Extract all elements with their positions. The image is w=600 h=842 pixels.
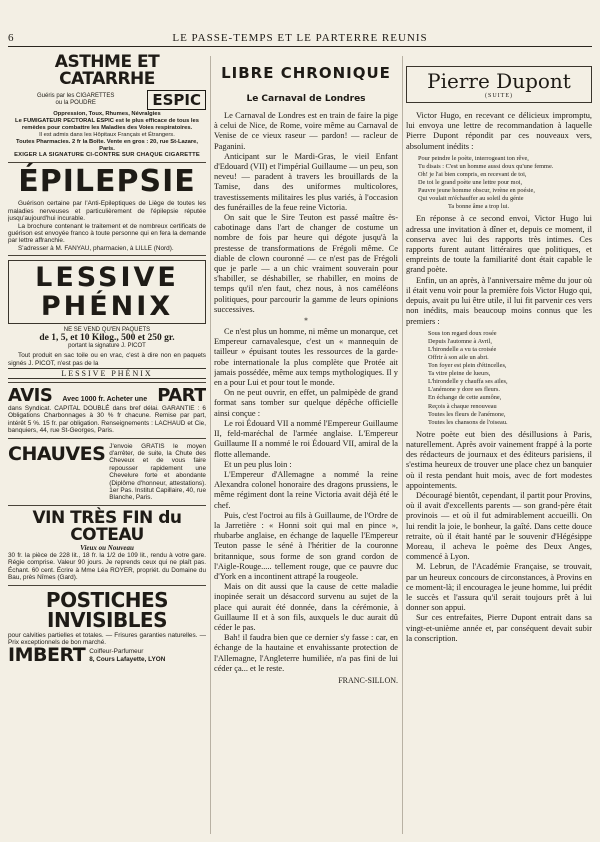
- verse-line: L'anémone y dore ses fleurs.: [428, 386, 500, 394]
- page-number: 6: [8, 32, 15, 44]
- ad-asthme: [8, 54, 206, 163]
- dupont-title: Pierre Dupont: [427, 69, 571, 93]
- verse-line: En échange de cette aumône,: [428, 394, 502, 402]
- chronique-paragraph: Ce n'est plus un homme, ni même un monarque, cet Empereur carnavalesque, c'est un « mannequin de tailleur » épuisant toutes les ressources de la garde-robe internationale la plus complète que Protée ait jamais possédée, même aux temps mythologiques. Il y en a pour Lui et pour tout le monde.: [214, 327, 398, 388]
- verse-line: Depuis l'automne à Avril,: [428, 337, 492, 345]
- chronique-paragraph: Puis, c'est l'octroi au fils à Guillaume, de l'Ordre de la Jarretière : « Honni soit qui mal en pince », rhubarbe anglaise, en échange de laquelle l'Empereur Teuton passe le séné à l'héritier de la couronne britannique, sous forme de son grand cordon de l'Aigle-Rouge..... tellement rouge, que ce pauvre duc d'York en a incontinent attrapé la rougeole.: [214, 510, 398, 581]
- ad-avis-left: AVIS: [8, 385, 53, 406]
- ad-avis: [8, 387, 206, 439]
- ad-lessive: [8, 260, 206, 383]
- chronique-paragraph: Bah! il faudra bien que ce dernier s'y fasse : car, en échange de la hautaine et envahissante protection de l'Allemagne, l'Angleterre humiliée, n'a pas fini de lui céder ça... et le reste.: [214, 633, 398, 673]
- ad-postiches-title: POSTICHES INVISIBLES: [45, 587, 169, 632]
- chronique-paragraph: L'Empereur d'Allemagne a nommé la reine Alexandra colonel honoraire des dragons prussiens, le même régiment dont la reine Victoria avait déjà été le chef.: [214, 469, 398, 510]
- dupont-paragraph: Découragé bientôt, cependant, il partit pour Provins, où il avait d'excellents parents — son grand-père était provinois — et où il fut admirablement accueilli. On lui rendit la joie, le bonheur, la gaîté. Dans cette douce retraite, où il était hanté par le souvenir d'Hégésippe Moreau, il acheva le poème des Deux Anges, commencé à Lyon.: [406, 491, 592, 562]
- ad-lessive-tag: LESSIVE PHÉNIX: [8, 368, 206, 379]
- ad-chauves: [8, 443, 206, 506]
- verse-line: Qui voulait m'échauffer au soleil du génie: [418, 195, 524, 203]
- ad-avis-right: PART: [157, 385, 206, 406]
- verse-line: L'hirondelle y chauffa ses ailes,: [428, 378, 508, 386]
- dupont-paragraph: Sur ces entrefaites, Pierre Dupont entrait dans sa vingt-et-unième année et, par conséquent devait subir la conscription.: [406, 613, 592, 643]
- chronique-column: [214, 54, 398, 836]
- dupont-paragraph: En réponse à ce second envoi, Victor Hugo lui adressa une invitation à dîner et, depuis ce moment, il conserva avec lui des rapports très intimes. Ces rapports furent autant littéraires que politiques, et empreints de toute la familiarité dont était capable le grand poète.: [406, 214, 592, 275]
- ad-lessive-line1: NE SE VEND QU'EN PAQUETS: [63, 327, 151, 334]
- ad-asthme-line3: Oppression, Toux, Rhumes, Névralgies: [53, 111, 161, 117]
- dupont-paragraph: Victor Hugo, en recevant ce délicieux impromptu, lui envoya une lettre de recommandation à laquelle Pierre Dupont répondit par ces nouveaux vers, absolument inédits :: [406, 111, 592, 151]
- ad-postiches: [8, 587, 206, 667]
- advertisements-column: [8, 54, 206, 836]
- ad-postiches-brand: IMBERT: [8, 644, 86, 667]
- chronique-paragraph: Et un peu plus loin :: [224, 459, 292, 469]
- verse-line: Reçois à chaque renouveau: [428, 402, 497, 410]
- section-stars: *: [304, 317, 308, 326]
- verse-line: Sous ton regard doux rosée: [428, 329, 497, 337]
- dupont-paragraph: Enfin, un an après, à l'anniversaire même du jour où il était venu voir pour la première fois Victor Hugo qui, depuis, avait pu lui être utile, il lui fit parvenir ces vers non inédits, mais beaucoup moins connus que les premiers :: [406, 275, 592, 326]
- running-header: [8, 32, 592, 47]
- ad-lessive-title1: LESSIVE: [35, 262, 179, 294]
- verse-line: Ton foyer est plein d'étincelles,: [428, 362, 507, 370]
- running-title: LE PASSE-TEMPS ET LE PARTERRE REUNIS: [172, 32, 428, 44]
- dupont-column: [406, 54, 592, 836]
- chronique-paragraph: Mais on dit aussi que la cause de cette maladie inopinée serait un désaccord survenu au sujet de la place qui aurait été donnée, dans la cérémonie, à Guillaume II et à son fils, auxquels le duc aurait dû céder le pas.: [214, 582, 398, 632]
- ad-chauves-text: J'envoie GRATIS le moyen d'arrêter, de suite, la Chute des Cheveux et de vous faire repousser rapidement une Chevelure forte et abondante (Diplôme d'honneur, attestations). 1er Pas. Institut Capillaire, 40, rue Blanche, Paris.: [109, 442, 206, 502]
- verse-line: Tu disais : C'est un homme aussi doux qu'une femme.: [418, 162, 554, 170]
- ad-vin-title: VIN TRÈS FIN du COTEAU: [32, 507, 182, 545]
- verse-line: Toutes les chansons de l'oiseau.: [428, 418, 508, 426]
- dupont-paragraph: M. Lebrun, de l'Académie Française, se trouvait, par un heureux concours de circonstances, à Provins en ce moment-là; il encouragea le jeune homme, lui prédit le succès et l'assura qu'il serait toujours prêt à lui donner son appui.: [406, 562, 592, 613]
- chronique-paragraph: On ne peut ouvrir, en effet, un palmipède de grand format sans tomber sur quelque dépêche officielle ainsi conçue :: [214, 388, 398, 418]
- ad-lessive-line3: portant la signature J. PICOT: [68, 343, 146, 350]
- chronique-paragraph: Anticipant sur le Mardi-Gras, le vieil Enfant d'Edouard (VII) et l'impérial Guillaume — un peu, son neveu! — paradent à travers les brouillards de la Tamise, dans des uniformes multicolores, travestissements militaires les plus variés, à l'occasion des funérailles de la feue reine Victoria.: [214, 151, 398, 212]
- chronique-paragraph: Le roi Édouard VII a nommé l'Empereur Guillaume II, feld-maréchal de l'armée anglaise. L'Empereur Guillaume II a nommé le roi Édouard VII, amiral de la flotte allemande.: [214, 418, 398, 459]
- ad-postiches-role: Coiffeur-Parfumeur: [89, 648, 144, 656]
- chronique-paragraph: Le Carnaval de Londres est en train de faire la pige à celui de Nice, de Rome, voire même au Carnaval de Venise de ce vieux raseur — pardon! — racleur de Paganini.: [214, 111, 398, 151]
- verse-line: Pour peindre le poète, interrogeant ton rêve,: [418, 154, 529, 162]
- verse-line: L'hirondelle a vu ta croisée: [428, 345, 497, 353]
- verse-line: Ta vitre pleine de lueurs,: [428, 370, 491, 378]
- ad-postiches-address: 8, Cours Lafayette, LYON: [89, 655, 166, 663]
- ad-epilepsie-text2: La brochure contenant le traitement et de nombreux certificats de guérison est envoyée franco à toute personne qui en fera la demande par lettre affranchie.: [8, 222, 206, 245]
- ad-asthme-line2: ou la POUDRE: [55, 100, 96, 106]
- ad-epilepsie-title: ÉPILEPSIE: [18, 164, 196, 200]
- verse-line: Ta bonne âme a trop lui.: [448, 203, 510, 211]
- ad-asthme-line5: Il est admis dans les Hôpitaux Français et Étrangers.: [39, 131, 175, 138]
- ad-postiches-text: pour calvities partielles et totales. — Frisures garanties naturelles. — Prix exceptionnels de bon marché.: [8, 631, 206, 646]
- ad-asthme-line4: Le FUMIGATEUR PECTORAL ESPIC est le plus efficace de tous les remèdes pour combattre les Maladies des Voies respiratoires.: [15, 117, 199, 131]
- verse-block: [406, 330, 592, 427]
- dupont-paragraph: Notre poète eut bien des désillusions à Paris, naturellement. Après avoir vainement frappé à la porte des rédacteurs de journaux et des éditeurs parisiens, il s'estima heureux de trouver une place chez un banquier où il resta pendant huit mois, avec de fort modestes appointements.: [406, 429, 592, 490]
- verse-block: [406, 155, 592, 212]
- ad-asthme-line6: Toutes Pharmacies. 2 fr la Boîte. Vente en gros : 20, rue St-Lazare, Paris.: [16, 138, 198, 152]
- ad-asthme-line7: EXIGER LA SIGNATURE CI-CONTRE SUR CHAQUE CIGARETTE: [14, 152, 200, 159]
- chronique-title: LIBRE CHRONIQUE: [221, 64, 391, 82]
- dupont-title-box: [406, 66, 592, 103]
- ad-epilepsie-text3: S'adresser à M. FANYAU, pharmacien, à LILLE (Nord).: [18, 244, 174, 252]
- ad-lessive-text: Tout produit en sac toile ou en vrac, c'est à dire non en paquets signés J. PICOT, n'est pas de la: [8, 352, 206, 367]
- ad-epilepsie: [8, 164, 206, 256]
- ad-asthme-line1: Guéris par les CIGARETTES: [37, 93, 115, 99]
- chronique-subtitle: Le Carnaval de Londres: [246, 94, 366, 104]
- verse-line: Oh! je l'ai bien compris, en recevant de toi,: [418, 171, 527, 178]
- ad-asthme-title: ASTHME ET CATARRHE: [54, 54, 160, 89]
- espic-logo: ESPIC: [147, 90, 206, 110]
- column-rule: [402, 56, 403, 834]
- ad-vin-subtitle: Vieux ou Nouveau: [80, 543, 134, 552]
- ad-avis-text: dans Syndicat. CAPITAL DOUBLÉ dans bref délai. GARANTIE : 6 Obligations Charbonnages à 30 % fr chacune. Remise par part, intérêt 5 %. 15 fr. par obligation. Renseignements : LACHAUD et Cie, banquiers, 44, rue St-Georges, Paris.: [8, 405, 206, 435]
- verse-line: Offrir à son aile un abri.: [428, 353, 489, 361]
- ad-lessive-line2: de 1, 5, et 10 Kilog., 500 et 250 gr.: [39, 333, 175, 344]
- chronique-paragraph: On sait que le Sire Teuton est passé maître ès-cabotinage dans l'art de changer de costume un nombre de fois par heure qui dégote jusqu'à la prestesse de transformations de Frégoli même. Ce diable de clown couronné — ce n'est pas de Frégoli que je parle — a un chic vraiment souverain pour s'habiller, se déshabiller, se rhabiller, en moins de temps qu'il n'en faut, chez nous, à nos caméléons politiques, pour parcourir la gamme de leurs opinions successives.: [214, 213, 398, 314]
- ad-vin-text: 30 fr. la pièce de 228 lit., 18 fr. la 1/2 de 109 lit., rendu à votre gare. Régie comprise. Valeur 90 jours. Je reprends ceux qui ne plaît pas. Échant. 60 cent. Écrire à Mme Léa ROYER, propriét. du Domaine du Bau, près Nîmes (Gard).: [8, 551, 206, 582]
- verse-line: De toi le grand poète une lettre pour moi,: [418, 179, 523, 187]
- ad-epilepsie-text1: Guérison certaine par l'Anti-Epileptiques de Liège de toutes les maladies nerveuses et particulièrement de l'épilepsie réputée jusqu'aujourd'hui incurable.: [8, 200, 206, 223]
- ad-vin: [8, 507, 206, 586]
- chronique-signature: FRANC-SILLON.: [338, 675, 398, 685]
- ad-chauves-title: CHAUVES: [8, 442, 106, 465]
- verse-line: Toutes les fleurs de l'anémone,: [428, 410, 506, 418]
- ad-lessive-title2: PHÉNIX: [40, 291, 174, 323]
- verse-line: Pauvre jeune homme obscur, ivrène en poésie,: [418, 187, 535, 195]
- column-rule: [210, 56, 211, 834]
- dupont-suite: (SUITE): [485, 93, 513, 99]
- ad-avis-mid: Avec 1000 fr. Acheter une: [62, 396, 148, 403]
